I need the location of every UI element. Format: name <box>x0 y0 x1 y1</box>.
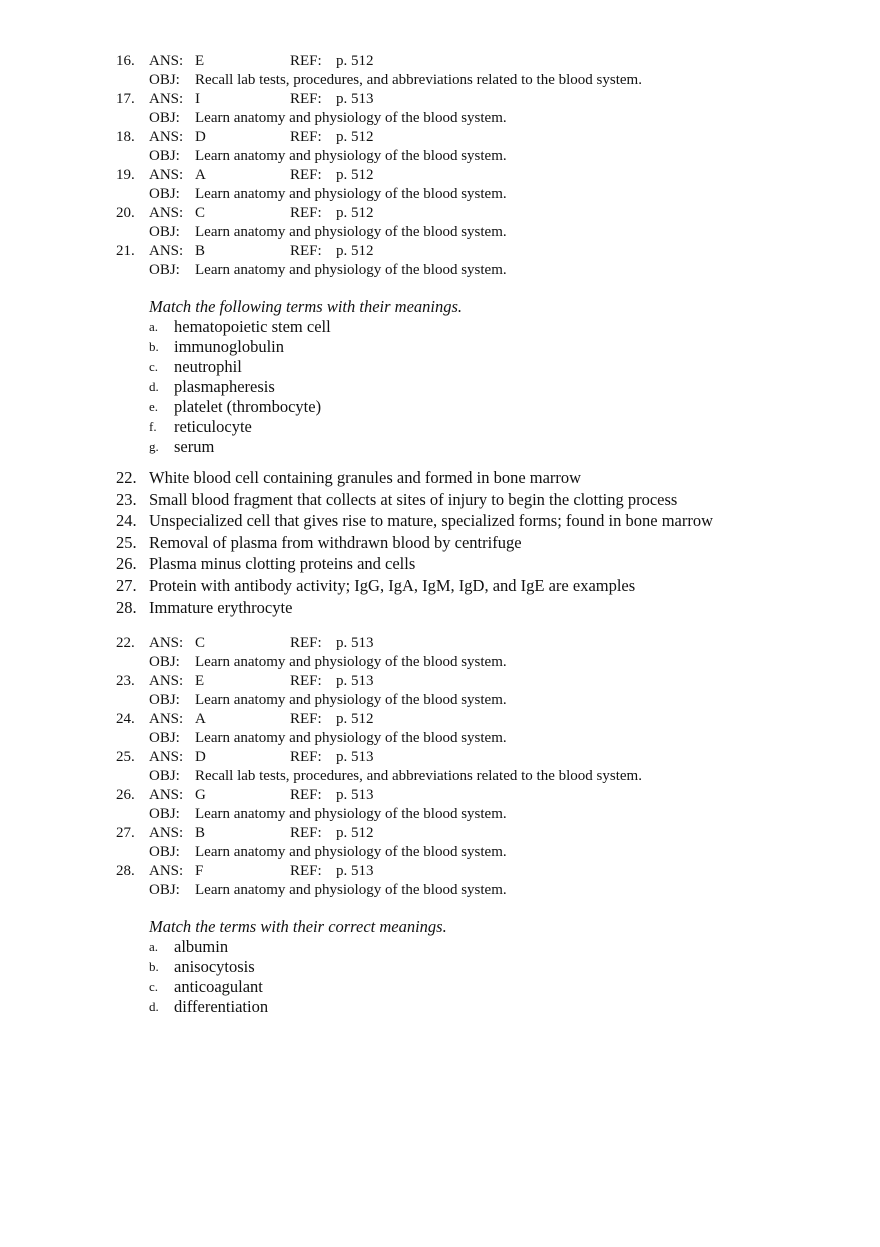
question-text: Plasma minus clotting proteins and cells <box>149 554 416 574</box>
ref-label: REF: <box>290 787 322 803</box>
answer-item <box>0 52 880 90</box>
obj-label: OBJ: <box>149 692 180 708</box>
answer-item <box>0 242 880 280</box>
ans-label: ANS: <box>149 167 184 183</box>
section1-questions <box>0 467 880 618</box>
obj-label: OBJ: <box>149 768 180 784</box>
choice-term: neutrophil <box>174 357 242 376</box>
choice-term: plasmapheresis <box>174 377 275 396</box>
question-item <box>0 510 880 532</box>
answer-item <box>0 90 880 128</box>
ref-label: REF: <box>290 749 322 765</box>
choice-term: platelet (thrombocyte) <box>174 397 322 416</box>
ans-value: B <box>195 825 206 841</box>
obj-label: OBJ: <box>149 262 180 278</box>
answer-item <box>0 862 880 900</box>
obj-value: Learn anatomy and physiology of the blood system. <box>195 110 507 126</box>
question-item <box>0 597 880 619</box>
choice-term: reticulocyte <box>174 417 252 436</box>
ref-value: p. 513 <box>336 673 374 689</box>
question-number: 23. <box>116 489 137 509</box>
choice-letter: f. <box>149 419 157 434</box>
obj-label: OBJ: <box>149 72 180 88</box>
choice-item <box>0 437 880 457</box>
question-text: Immature erythrocyte <box>149 597 293 617</box>
obj-value: Learn anatomy and physiology of the blood system. <box>195 692 507 708</box>
ref-label: REF: <box>290 53 322 69</box>
ref-label: REF: <box>290 825 322 841</box>
obj-label: OBJ: <box>149 730 180 746</box>
choice-term: serum <box>174 437 215 456</box>
ans-value: C <box>195 205 206 221</box>
question-text: Removal of plasma from withdrawn blood by centrifuge <box>149 532 522 552</box>
ans-label: ANS: <box>149 635 184 651</box>
obj-value: Learn anatomy and physiology of the blood system. <box>195 730 507 746</box>
question-number: 28. <box>116 597 137 617</box>
ans-label: ANS: <box>149 673 184 689</box>
section1-choices <box>0 317 880 457</box>
ans-label: ANS: <box>149 205 184 221</box>
answer-item <box>0 710 880 748</box>
answer-number: 24. <box>116 711 135 727</box>
choice-item <box>0 977 880 997</box>
obj-value: Learn anatomy and physiology of the blood system. <box>195 806 507 822</box>
ans-label: ANS: <box>149 711 184 727</box>
answer-number: 16. <box>116 53 135 69</box>
ans-value: A <box>195 167 206 183</box>
ref-value: p. 512 <box>336 205 374 221</box>
choice-letter: b. <box>149 339 159 354</box>
ref-value: p. 513 <box>336 863 374 879</box>
obj-label: OBJ: <box>149 224 180 240</box>
ref-label: REF: <box>290 673 322 689</box>
ans-value: D <box>195 129 206 145</box>
ans-label: ANS: <box>149 243 184 259</box>
choice-item <box>0 397 880 417</box>
section1-instruction: Match the following terms with their meanings. <box>149 297 463 316</box>
question-item <box>0 467 880 489</box>
answer-item <box>0 786 880 824</box>
answer-number: 21. <box>116 243 135 259</box>
choice-letter: c. <box>149 359 159 374</box>
obj-label: OBJ: <box>149 148 180 164</box>
ref-value: p. 513 <box>336 749 374 765</box>
ref-value: p. 513 <box>336 635 374 651</box>
question-item <box>0 489 880 511</box>
ref-value: p. 513 <box>336 91 374 107</box>
ans-label: ANS: <box>149 129 184 145</box>
ans-label: ANS: <box>149 787 184 803</box>
choice-letter: a. <box>149 319 159 334</box>
choice-item <box>0 337 880 357</box>
answer-number: 28. <box>116 863 135 879</box>
question-number: 24. <box>116 511 137 531</box>
obj-label: OBJ: <box>149 654 180 670</box>
ref-label: REF: <box>290 205 322 221</box>
obj-value: Learn anatomy and physiology of the blood system. <box>195 882 507 898</box>
answer-number: 19. <box>116 167 135 183</box>
answer-number: 18. <box>116 129 135 145</box>
ref-value: p. 512 <box>336 825 374 841</box>
question-number: 22. <box>116 468 137 487</box>
choice-item <box>0 377 880 397</box>
choice-item <box>0 317 880 337</box>
obj-label: OBJ: <box>149 186 180 202</box>
ans-value: G <box>195 787 206 803</box>
choice-term: anisocytosis <box>174 957 255 976</box>
ans-label: ANS: <box>149 91 184 107</box>
ans-label: ANS: <box>149 53 184 69</box>
question-text: White blood cell containing granules and formed in bone marrow <box>149 468 582 487</box>
obj-label: OBJ: <box>149 110 180 126</box>
answer-item <box>0 204 880 242</box>
ref-label: REF: <box>290 635 322 651</box>
obj-label: OBJ: <box>149 806 180 822</box>
answer-item <box>0 166 880 204</box>
ref-label: REF: <box>290 91 322 107</box>
obj-value: Learn anatomy and physiology of the blood system. <box>195 844 507 860</box>
choice-letter: a. <box>149 939 159 954</box>
choice-letter: b. <box>149 959 159 974</box>
ans-value: A <box>195 711 206 727</box>
question-text: Small blood fragment that collects at sites of injury to begin the clotting process <box>149 489 678 509</box>
obj-value: Learn anatomy and physiology of the blood system. <box>195 654 507 670</box>
choice-term: hematopoietic stem cell <box>174 317 331 336</box>
ans-value: C <box>195 635 206 651</box>
ref-label: REF: <box>290 243 322 259</box>
answer-item <box>0 128 880 166</box>
obj-label: OBJ: <box>149 844 180 860</box>
choice-letter: g. <box>149 439 159 454</box>
ans-label: ANS: <box>149 825 184 841</box>
ref-value: p. 512 <box>336 243 374 259</box>
choice-term: albumin <box>174 937 229 956</box>
ref-value: p. 513 <box>336 787 374 803</box>
obj-value: Learn anatomy and physiology of the blood system. <box>195 262 507 278</box>
answer-number: 22. <box>116 635 135 651</box>
ans-value: E <box>195 53 205 69</box>
obj-label: OBJ: <box>149 882 180 898</box>
choice-term: immunoglobulin <box>174 337 285 356</box>
ans-value: E <box>195 673 205 689</box>
obj-value: Recall lab tests, procedures, and abbreviations related to the blood system. <box>195 768 642 784</box>
ref-value: p. 512 <box>336 711 374 727</box>
choice-letter: c. <box>149 979 159 994</box>
answer-item <box>0 748 880 786</box>
choice-item <box>0 357 880 377</box>
obj-value: Learn anatomy and physiology of the blood system. <box>195 148 507 164</box>
choice-item <box>0 957 880 977</box>
choice-letter: d. <box>149 379 159 394</box>
answer-item <box>0 634 880 672</box>
answer-number: 26. <box>116 787 135 803</box>
ref-value: p. 512 <box>336 129 374 145</box>
question-number: 25. <box>116 532 137 552</box>
choice-term: anticoagulant <box>174 977 263 996</box>
choice-letter: d. <box>149 999 159 1014</box>
answer-number: 27. <box>116 825 135 841</box>
ref-label: REF: <box>290 167 322 183</box>
choice-letter: e. <box>149 399 159 414</box>
ref-value: p. 512 <box>336 53 374 69</box>
ans-value: I <box>195 91 200 107</box>
ref-value: p. 512 <box>336 167 374 183</box>
ref-label: REF: <box>290 711 322 727</box>
question-item <box>0 553 880 575</box>
answer-number: 23. <box>116 673 135 689</box>
obj-value: Recall lab tests, procedures, and abbreviations related to the blood system. <box>195 72 642 88</box>
ref-label: REF: <box>290 863 322 879</box>
answer-number: 17. <box>116 91 135 107</box>
ans-value: B <box>195 243 206 259</box>
ans-value: F <box>195 863 204 879</box>
answer-number: 20. <box>116 205 135 221</box>
obj-value: Learn anatomy and physiology of the blood system. <box>195 186 507 202</box>
answer-item <box>0 824 880 862</box>
choice-term: differentiation <box>174 997 269 1016</box>
question-text: Protein with antibody activity; IgG, IgA, IgM, IgD, and IgE are examples <box>149 575 636 595</box>
ref-label: REF: <box>290 129 322 145</box>
answer-item <box>0 672 880 710</box>
section2-instruction: Match the terms with their correct meanings. <box>149 917 447 936</box>
choice-item <box>0 997 880 1017</box>
ans-label: ANS: <box>149 863 184 879</box>
ans-value: D <box>195 749 206 765</box>
question-number: 26. <box>116 554 137 574</box>
choice-item <box>0 937 880 957</box>
question-number: 27. <box>116 575 137 595</box>
obj-value: Learn anatomy and physiology of the blood system. <box>195 224 507 240</box>
answer-block-top <box>0 52 880 280</box>
question-text: Unspecialized cell that gives rise to mature, specialized forms; found in bone marrow <box>149 511 714 531</box>
answer-block-mid <box>0 634 880 900</box>
question-item <box>0 575 880 597</box>
section2-choices <box>0 937 880 1017</box>
answer-number: 25. <box>116 749 135 765</box>
choice-item <box>0 417 880 437</box>
question-item <box>0 532 880 554</box>
ans-label: ANS: <box>149 749 184 765</box>
